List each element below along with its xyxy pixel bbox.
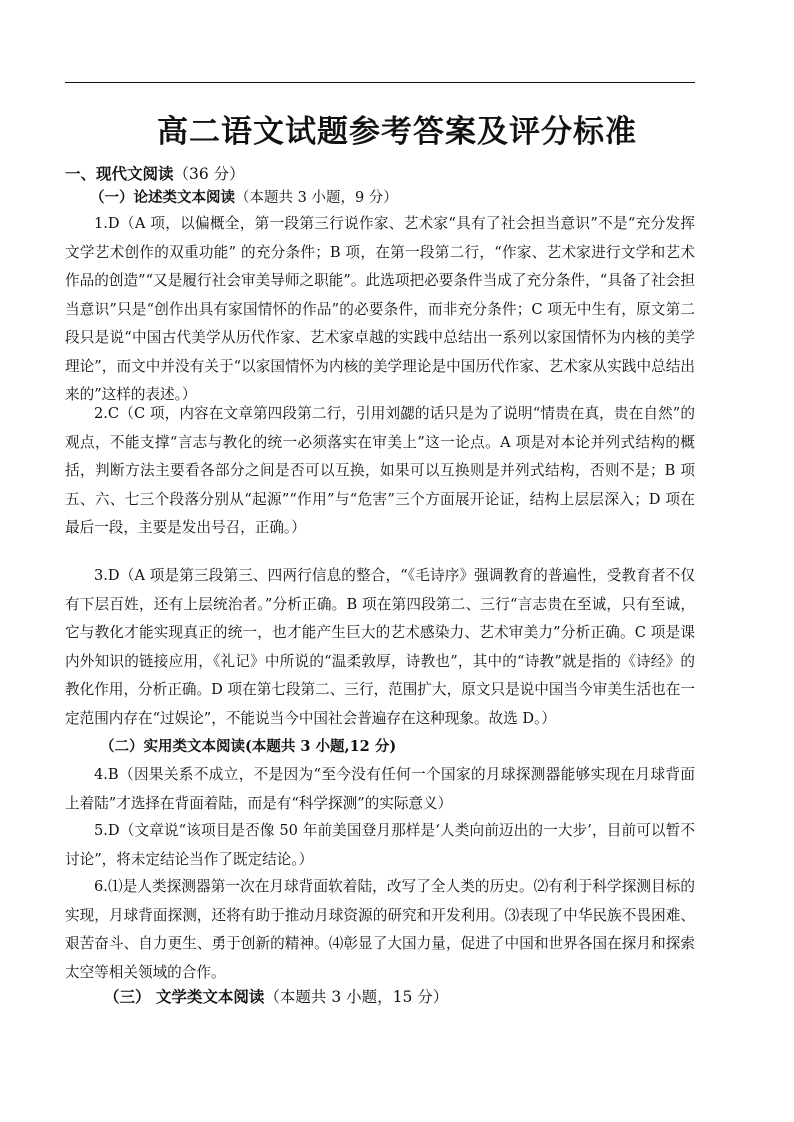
section-heading-text: 一、现代文阅读 (65, 164, 174, 183)
section-points: （36 分） (173, 165, 245, 183)
subsection-label: （二）实用类文本阅读(本题共 3 小题,12 分) (100, 738, 397, 755)
answer-6: 6.⑴是人类探测器第一次在月球背面软着陆，改写了全人类的历史。⑵有利于科学探测目标的实现，月球背面探测，还将有助于推动月球资源的研究和开发利用。⑶表现了中华民族不畏困难、艰苦奋斗、自力更生、勇于创新的精神。⑷彰显了大国力量，促进了中国和世界各国在探月和探索太空等相关领域的合作。 (65, 878, 695, 981)
subsection-meta: （本题共 3 小题，15 分） (264, 988, 449, 1006)
subsection-argumentative (90, 187, 398, 209)
section-heading-modern-reading (65, 163, 245, 185)
subsection-meta: （本题共 3 小题，9 分） (235, 190, 398, 206)
subsection-literary (104, 986, 448, 1008)
answer-3: 3.D（A 项是第三段第三、四两行信息的整合，“《毛诗序》强调教育的普遍性，受教育者不仅有下层百姓，还有上层统治者。”分析正确。B 项在第四段第二、三行“言志贵在至诚，只有至诚，它与教化才能实现真正的统一，也才能产生巨大的艺术感染力、艺术审美力”分析正确。C 项是课内外知识的链接应用，《礼记》中所说的“温柔敦厚，诗教也”，其中的“诗教”就是指的《诗经》的教化作用，分析正确。D 项在第七段第二、三行，范围扩大，原文只是说中国当今审美生活也在一定范围内存在“过娱论”，不能说当今中国社会普遍存在这种现象。故选 D。） (65, 567, 695, 727)
subsection-label: （一）论述类文本阅读 (90, 189, 235, 206)
answer-2: 2.C（C 项，内容在文章第四段第二行，引用刘勰的话只是为了说明“情贵在真，贵在自然”的观点，不能支撑“言志与教化的统一必须落实在审美上”这一论点。A 项是对本论并列式结构的概括，判断方法主要看各部分之间是否可以互换，如果可以互换则是并列式结构，否则不是；B 项五、六、七三个段落分别从“起源”“作用”与“危害”三个方面展开论证，结构上层层深入；D 项在最后一段，主要是发出号召，正确。） (65, 405, 695, 536)
answer-4: 4.B（因果关系不成立，不是因为“至今没有任何一个国家的月球探测器能够实现在月球背面上着陆”才选择在背面着陆，而是有“科学探测”的实际意义） (65, 766, 695, 812)
page-title: 高二语文试题参考答案及评分标准 (157, 114, 637, 150)
subsection-label: （三） 文学类文本阅读 (104, 987, 265, 1006)
subsection-practical (100, 736, 396, 758)
header-rule (65, 82, 695, 83)
answer-5: 5.D（文章说“该项目是否像 50 年前美国登月那样是‘人类向前迈出的一大步’，目前可以暂不讨论”，将未定结论当作了既定结论。） (65, 822, 695, 868)
answer-1: 1.D（A 项，以偏概全，第一段第三行说作家、艺术家“具有了社会担当意识”不是“充分发挥文学艺术创作的双重功能” 的充分条件；B 项，在第一段第二行，“作家、艺术家进行文学和艺术作品的创造”“又是履行社会审美导师之职能”。此选项把必要条件当成了充分条件，“具备了社会担当意识”只是“创作出具有家国情怀的作品”的必要条件，而非充分条件；C 项无中生有，原文第二段只是说“中国古代美学从历代作家、艺术家卓越的实践中总结出一系列以家国情怀为内核的美学理论”，而文中并没有关于“以家国情怀为内核的美学理论是中国历代作家、艺术家从实践中总结出来的”这样的表述。） (65, 215, 695, 403)
